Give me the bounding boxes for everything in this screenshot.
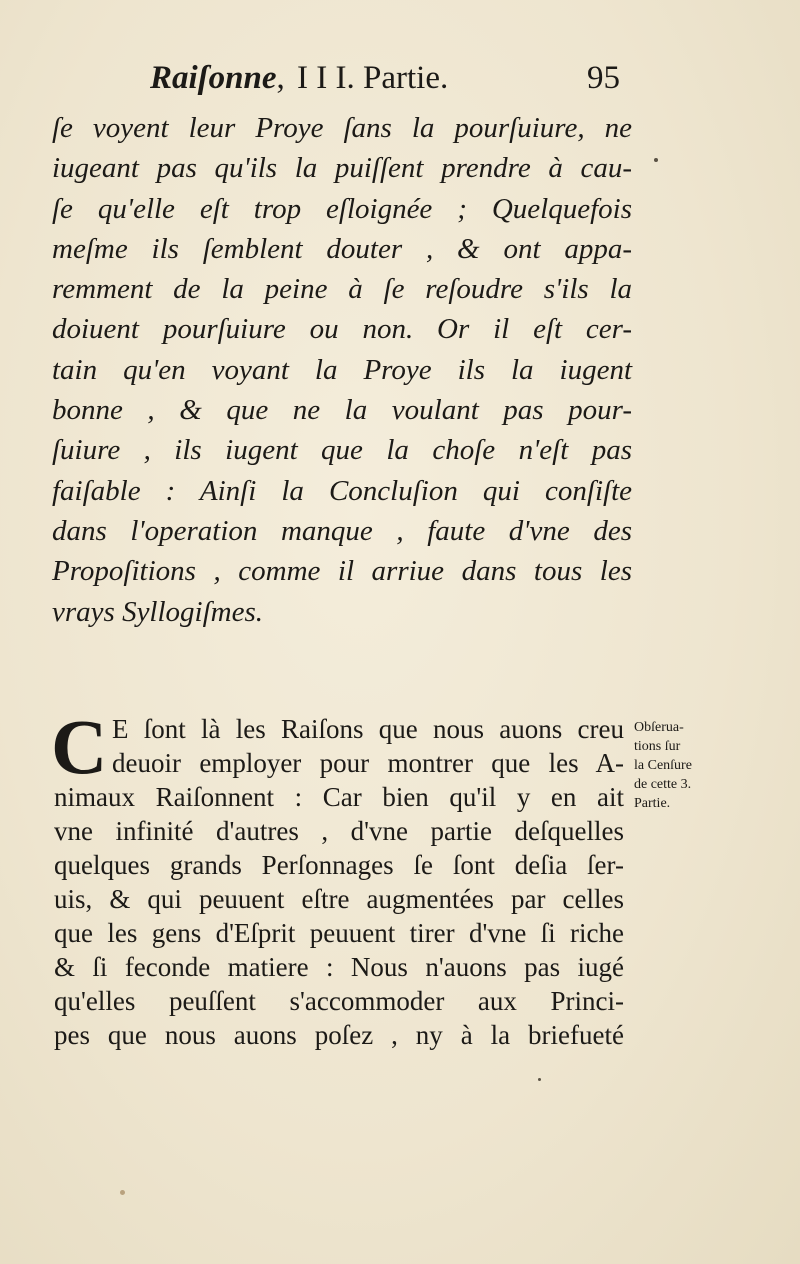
text-line: ſuiure , ils iugent que la choſe n'eſt pas <box>52 434 632 467</box>
running-head-part: I I I. Partie. <box>297 60 449 96</box>
margin-note-line: de cette 3. <box>634 777 692 792</box>
margin-note-line: la Cenſure <box>634 758 692 773</box>
text-line: faiſable : Ainſi la Concluſion qui conſiſte <box>52 474 632 507</box>
text-line: dans l'operation manque , faute d'vne des <box>52 514 632 547</box>
text-line: vne infinité d'autres , d'vne partie deſquelles <box>54 816 624 846</box>
text-line: ſe qu'elle eſt trop eſloignée ; Quelquefois <box>52 192 632 225</box>
text-line: nimaux Raiſonnent : Car bien qu'il y en ait <box>54 782 624 812</box>
text-line: & ſi feconde matiere : Nous n'auons pas iugé <box>54 952 624 982</box>
text-line: pes que nous auons poſez , ny à la briefueté <box>54 1020 624 1050</box>
italic-paragraph <box>52 108 632 632</box>
text-line: E ſont là les Raiſons que nous auons creu <box>112 714 624 744</box>
running-head <box>150 60 620 104</box>
ink-speck <box>538 1078 541 1081</box>
text-line: iugeant pas qu'ils la puiſſent prendre à cau- <box>52 152 632 185</box>
margin-note-line: Obſerua- <box>634 720 684 735</box>
margin-note-line: Partie. <box>634 796 671 811</box>
text-line: deuoir employer pour montrer que les A- <box>112 748 624 778</box>
drop-cap: C <box>51 703 108 790</box>
text-line: doiuent pourſuiure ou non. Or il eſt cer- <box>52 313 632 346</box>
text-line: tain qu'en voyant la Proye ils la iugent <box>52 353 632 386</box>
text-line: remment de la peine à ſe reſoudre s'ils la <box>52 273 632 306</box>
text-line: ſe voyent leur Proye ſans la pourſuiure, ne <box>52 112 632 144</box>
margin-note <box>634 718 714 813</box>
text-line: bonne , & que ne la voulant pas pour- <box>52 394 632 427</box>
text-line: quelques grands Perſonnages ſe ſont deſia ſer- <box>54 850 624 880</box>
text-line-last: vrays Syllogiſmes. <box>52 595 264 628</box>
page-number: 95 <box>587 60 620 96</box>
margin-note-line: tions ſur <box>634 739 681 754</box>
running-head-comma: , <box>276 60 285 96</box>
text-line: meſme ils ſemblent douter , & ont appa- <box>52 232 632 265</box>
text-line: Propoſitions , comme il arriue dans tous les <box>52 555 632 588</box>
text-line: qu'elles peuſſent s'accommoder aux Princi- <box>54 986 624 1016</box>
text-line: que les gens d'Eſprit peuuent tirer d'vne ſi riche <box>54 918 624 948</box>
running-head-title: Raiſonne <box>150 60 277 96</box>
ink-speck <box>120 1190 125 1195</box>
ink-speck <box>654 158 658 162</box>
text-line: uis, & qui peuuent eſtre augmentées par celles <box>54 884 624 914</box>
roman-paragraph <box>51 703 624 1052</box>
